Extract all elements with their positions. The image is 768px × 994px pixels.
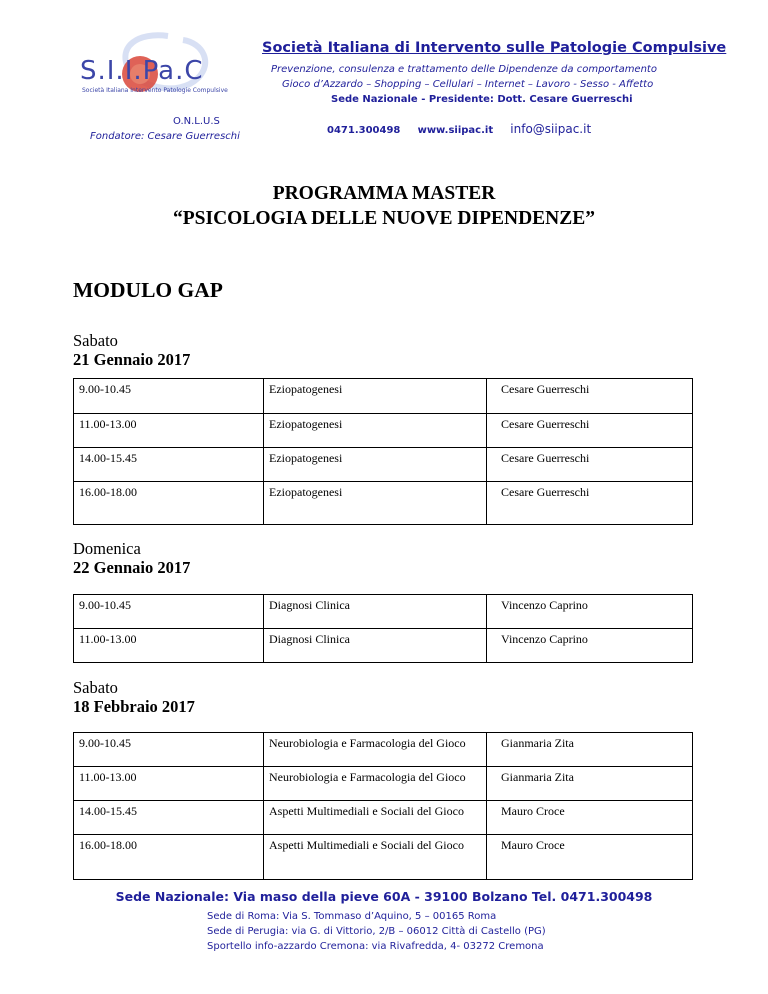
schedule-table-day-2 (73, 594, 693, 663)
time-cell: 14.00-15.45 (74, 448, 264, 482)
teacher-cell: Gianmaria Zita (487, 767, 693, 801)
teacher-cell: Mauro Croce (487, 835, 693, 880)
table-row (74, 801, 693, 835)
teacher-cell: Vincenzo Caprino (487, 595, 693, 629)
time-cell: 16.00-18.00 (74, 835, 264, 880)
time-cell: 16.00-18.00 (74, 482, 264, 525)
footer-cremona-address: Sportello info-azzardo Cremona: via Rivafredda, 4- 03272 Cremona (207, 941, 544, 952)
schedule-table-day-1 (73, 378, 693, 525)
table-row (74, 835, 693, 880)
day-1-weekday: Sabato (73, 331, 118, 350)
email-link[interactable]: info@siipac.it (510, 122, 592, 136)
time-cell: 9.00-10.45 (74, 595, 264, 629)
page-title: PROGRAMMA MASTER (272, 183, 496, 204)
page-subtitle: “PSICOLOGIA DELLE NUOVE DIPENDENZE” (172, 208, 596, 229)
teacher-cell: Gianmaria Zita (487, 733, 693, 767)
org-sede: Sede Nazionale - Presidente: Dott. Cesare Guerreschi (331, 94, 633, 105)
footer-perugia-address: Sede di Perugia: via G. di Vittorio, 2/B – 06012 Città di Castello (PG) (207, 926, 546, 937)
topic-cell: Eziopatogenesi (264, 482, 487, 525)
schedule-table-day-3 (73, 732, 693, 880)
topic-cell: Aspetti Multimediali e Sociali del Gioco (264, 801, 487, 835)
onlus-label: O.N.L.U.S (173, 116, 220, 127)
topic-cell: Aspetti Multimediali e Sociali del Gioco (264, 835, 487, 880)
footer-rome-address: Sede di Roma: Via S. Tommaso d’Aquino, 5 – 00165 Roma (207, 911, 497, 922)
footer-main-address: Sede Nazionale: Via maso della pieve 60A - 39100 Bolzano Tel. 0471.300498 (115, 889, 653, 904)
table-row (74, 629, 693, 663)
phone-number: 0471.300498 (327, 125, 401, 136)
logo-text: S.I.I.Pa.C (80, 56, 204, 86)
module-heading: MODULO GAP (73, 278, 223, 302)
time-cell: 9.00-10.45 (74, 733, 264, 767)
time-cell: 11.00-13.00 (74, 629, 264, 663)
org-tagline-2: Gioco d’Azzardo – Shopping – Cellulari – Internet – Lavoro - Sesso - Affetto (282, 79, 654, 90)
topic-cell: Diagnosi Clinica (264, 629, 487, 663)
teacher-cell: Cesare Guerreschi (487, 379, 693, 414)
table-row (74, 379, 693, 414)
founder-label: Fondatore: Cesare Guerreschi (90, 131, 240, 142)
day-2-date: 22 Gennaio 2017 (73, 558, 191, 577)
org-tagline-1: Prevenzione, consulenza e trattamento delle Dipendenze da comportamento (271, 64, 657, 75)
time-cell: 11.00-13.00 (74, 414, 264, 448)
time-cell: 14.00-15.45 (74, 801, 264, 835)
time-cell: 11.00-13.00 (74, 767, 264, 801)
table-row (74, 595, 693, 629)
logo (78, 28, 243, 108)
org-name: Società Italiana di Intervento sulle Patologie Compulsive (262, 40, 727, 56)
teacher-cell: Vincenzo Caprino (487, 629, 693, 663)
day-2-weekday: Domenica (73, 539, 141, 558)
topic-cell: Eziopatogenesi (264, 414, 487, 448)
table-row (74, 482, 693, 525)
table-row (74, 448, 693, 482)
topic-cell: Eziopatogenesi (264, 379, 487, 414)
day-1-date: 21 Gennaio 2017 (73, 350, 191, 369)
topic-cell: Eziopatogenesi (264, 448, 487, 482)
teacher-cell: Cesare Guerreschi (487, 482, 693, 525)
website-link[interactable]: www.siipac.it (417, 125, 494, 136)
table-row (74, 767, 693, 801)
teacher-cell: Cesare Guerreschi (487, 448, 693, 482)
day-3-weekday: Sabato (73, 678, 118, 697)
contacts (327, 122, 605, 136)
topic-cell: Neurobiologia e Farmacologia del Gioco (264, 733, 487, 767)
topic-cell: Neurobiologia e Farmacologia del Gioco (264, 767, 487, 801)
time-cell: 9.00-10.45 (74, 379, 264, 414)
logo-subtext: Società Italiana Intervento Patologie Compulsive (82, 87, 228, 94)
table-row (74, 414, 693, 448)
teacher-cell: Mauro Croce (487, 801, 693, 835)
day-3-date: 18 Febbraio 2017 (73, 697, 195, 716)
teacher-cell: Cesare Guerreschi (487, 414, 693, 448)
topic-cell: Diagnosi Clinica (264, 595, 487, 629)
table-row (74, 733, 693, 767)
